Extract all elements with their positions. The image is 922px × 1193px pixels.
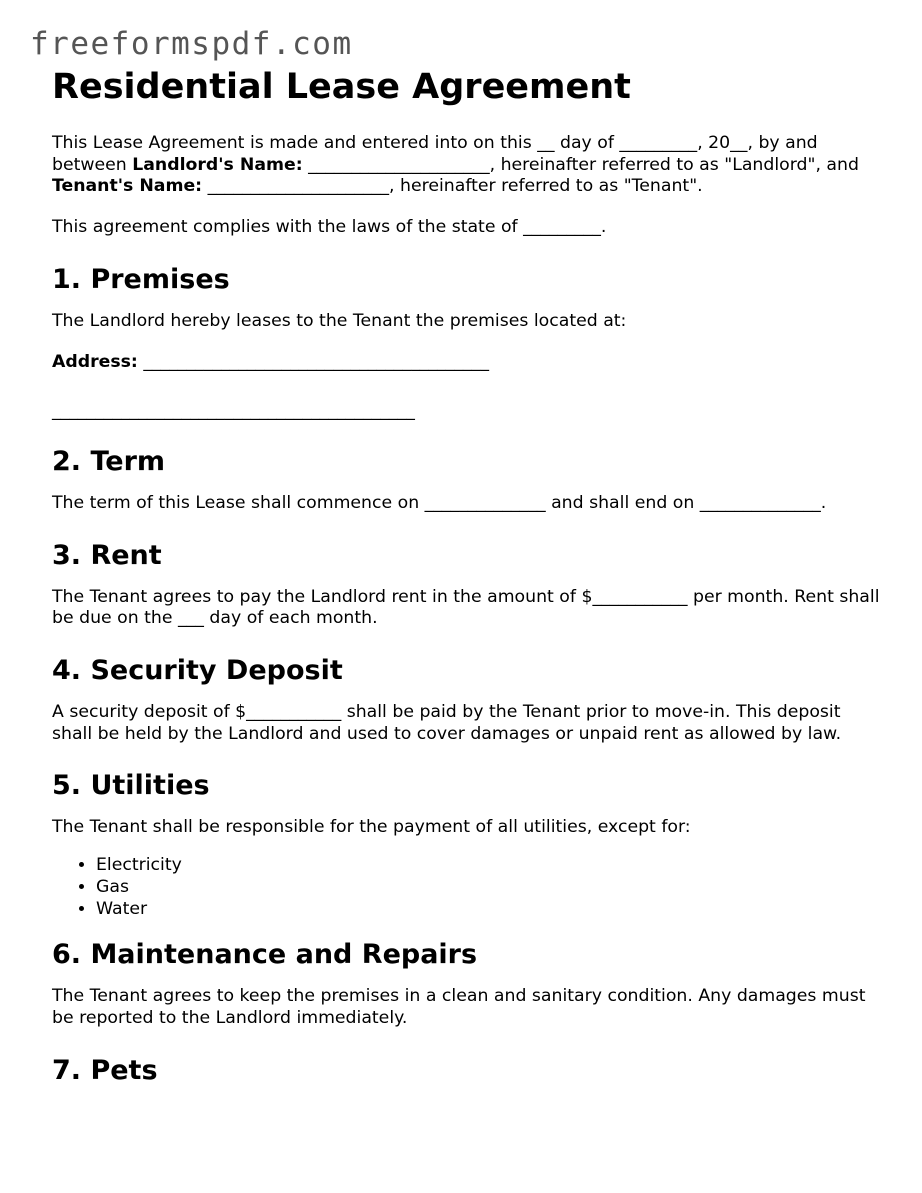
document-body <box>52 66 882 1102</box>
watermark: freeformspdf.com <box>30 26 353 62</box>
intro-text-1: This Lease Agreement is made and entered into on this __ day of _________, 20__, by and between <box>52 133 818 175</box>
document-title: Residential Lease Agreement <box>52 67 631 107</box>
list-item: • Gas <box>96 877 882 899</box>
utilities-text: The Tenant shall be responsible for the payment of all utilities, except for: <box>52 817 691 838</box>
maintenance-heading: 6. Maintenance and Repairs <box>52 939 478 971</box>
intro-text-2: _____________________, hereinafter referred to as "Landlord", and <box>302 154 859 175</box>
deposit-text: A security deposit of $___________ shall be paid by the Tenant prior to move-in. This deposit shall be held by the Landlord and used to cover damages or unpaid rent as allowed by law. <box>52 702 842 744</box>
term-heading: 2. Term <box>52 445 166 477</box>
term-text: The term of this Lease shall commence on ______________ and shall end on ______________. <box>52 492 827 513</box>
utilities-heading: 5. Utilities <box>52 770 210 802</box>
address-line-1 <box>52 352 882 374</box>
intro-text-3: _____________________, hereinafter referred to as "Tenant". <box>202 176 703 197</box>
landlord-name-label: Landlord's Name: <box>132 154 303 175</box>
utilities-list <box>52 855 882 920</box>
state-law-paragraph: This agreement complies with the laws of the state of _________. <box>52 217 607 238</box>
list-item: • Electricity <box>96 855 882 877</box>
rent-text: The Tenant agrees to pay the Landlord rent in the amount of $___________ per month. Rent shall be due on the ___ day of each month. <box>52 586 880 629</box>
intro-paragraph <box>52 133 882 198</box>
deposit-heading: 4. Security Deposit <box>52 655 343 687</box>
premises-text: The Landlord hereby leases to the Tenant the premises located at: <box>52 310 627 331</box>
rent-heading: 3. Rent <box>52 539 162 571</box>
address-label: Address: <box>52 351 138 372</box>
pets-heading: 7. Pets <box>52 1054 158 1086</box>
list-item: • Water <box>96 899 882 921</box>
address-blank-1: ________________________________________ <box>137 351 489 372</box>
address-line-2: __________________________________________ <box>52 401 415 422</box>
maintenance-text: The Tenant agrees to keep the premises in a clean and sanitary condition. Any damages must be reported to the Landlord immediately. <box>52 986 866 1028</box>
tenant-name-label: Tenant's Name: <box>52 176 203 197</box>
premises-heading: 1. Premises <box>52 263 230 295</box>
